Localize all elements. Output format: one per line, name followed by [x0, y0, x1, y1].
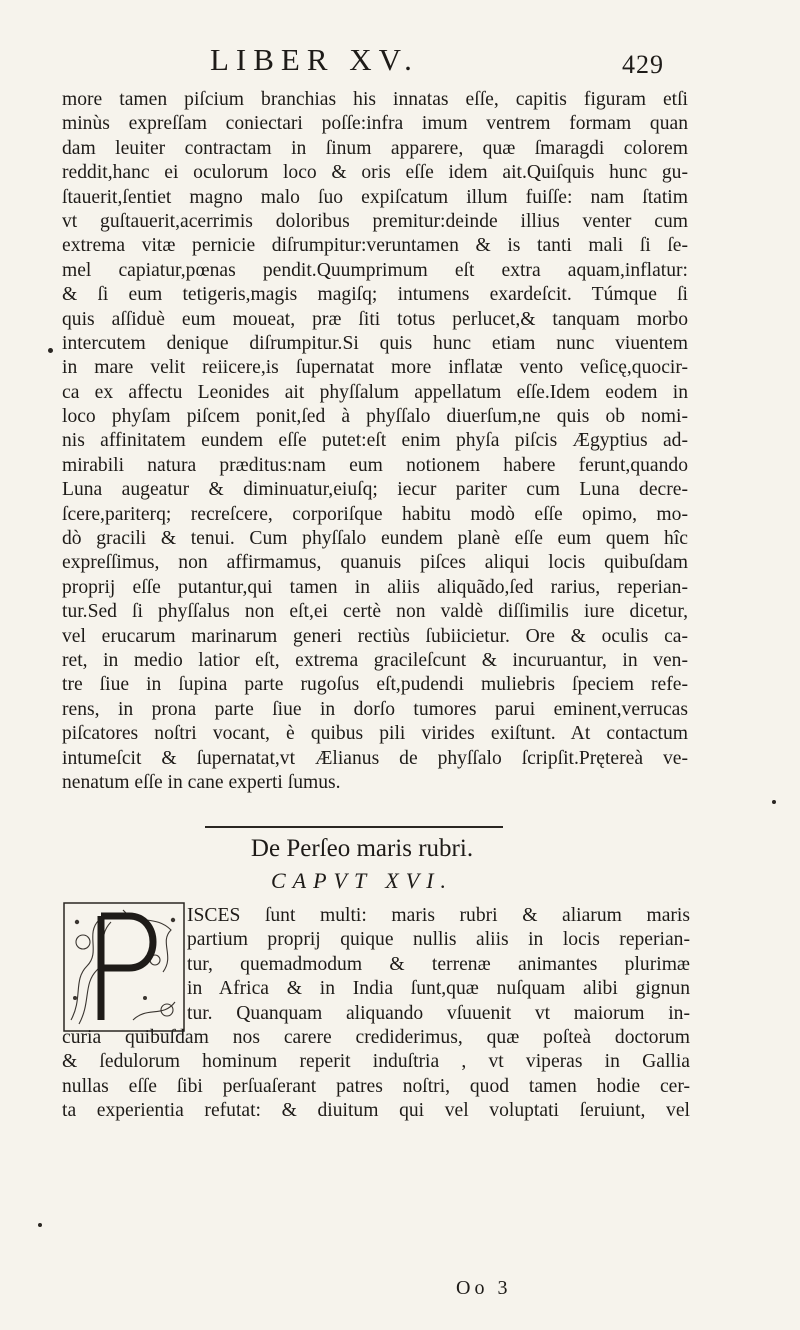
- text-line: rens, in prona parte ſiue in dorſo tumores parui eminent,verrucas: [62, 698, 688, 720]
- text-line: minùs expreſſam coniectari poſſe:infra imum ventrem formam quan: [62, 113, 688, 135]
- chapter-line: in Africa & in India ſunt,quæ nuſquam alibi gignun: [187, 978, 690, 1000]
- text-line: tur.Sed ſi phyſſalus non eſt,ei certè non valdè diſſimilis iure dicetur,: [62, 601, 688, 623]
- text-line: intercutem denique diſrumpitur.Si quis hunc etiam nunc viuentem: [62, 332, 688, 354]
- text-line: dam leuiter contractam in ſinum apparere, quæ ſmaragdi colorem: [62, 137, 688, 159]
- text-line: more tamen piſcium branchias his innatas eſſe, capitis figuram etſi: [62, 89, 688, 110]
- text-line: nenatum eſſe in cane experti ſumus.: [62, 771, 341, 793]
- chapter-line: nullas eſſe ſibi perſuaſerant patres noſtri, quod tamen hodie cer-: [62, 1075, 690, 1097]
- text-line: ret, in medio latior eſt, extrema gracileſcunt & incuruantur, in ven-: [62, 649, 688, 671]
- text-line: ſcere,pariterq; recreſcere, corporiſque habitu modò eſſe opimo, mo-: [62, 503, 688, 525]
- text-line: nis affinitatem eundem eſſe putet:eſt enim phyſa piſcis Ægyptius ad-: [62, 430, 688, 452]
- text-line: intumeſcit & ſupernatat,vt Ælianus de phyſſalo ſcripſit.Prętereà ve-: [62, 747, 688, 769]
- page-header: [0, 42, 800, 82]
- margin-mark: [48, 348, 53, 353]
- text-line: piſcatores noſtri vocant, è quibus pili virides exiſtunt. At contactum: [62, 723, 688, 745]
- text-line: vt guſtauerit,acerrimis doloribus premitur:deinde illius venter cum: [62, 210, 688, 232]
- page-number: 429: [622, 50, 664, 79]
- text-line: & ſi eum tetigeris,magis magiſq; intumens exardeſcit. Túmque ſi: [62, 284, 688, 306]
- chapter-line: ta experientia refutat: & diuitum qui vel voluptati ſeruiunt, vel: [62, 1100, 690, 1122]
- text-line: Luna augeatur & diminuatur,eiuſq; iecur pariter cum Luna decre-: [62, 479, 688, 501]
- running-head: LIBER XV.: [210, 42, 419, 77]
- chapter-text: [62, 904, 690, 1124]
- text-line: expreſſimus, non affirmamus, quanuis piſces aliqui locis quibuſdam: [62, 552, 688, 574]
- chapter-line: & ſedulorum hominum reperit induſtria , vt viperas in Gallia: [62, 1051, 690, 1073]
- text-line: in mare velit reiicere,is ſupernatat more inflatæ vento veſicę,quocir-: [62, 357, 688, 379]
- body-text: [62, 88, 688, 795]
- text-line: mel capiatur,pœnas pendit.Quumprimum eſt extra aquam,inflatur:: [62, 259, 688, 281]
- text-line: vel erucarum marinarum generi rectiùs ſubiicietur. Ore & oculis ca-: [62, 625, 688, 647]
- chapter-line: tur, quemadmodum & terrenæ animantes plurimæ: [187, 953, 690, 975]
- section-title: [0, 835, 800, 863]
- text-line: reddit,hanc ei oculorum loco & oris eſſe idem ait.Quiſquis hunc gu-: [62, 162, 688, 184]
- chapter-line: partium proprij quique nullis aliis in locis reperian-: [187, 929, 690, 951]
- chapter-heading: [0, 868, 800, 894]
- catchword-signature: Oo 3: [456, 1277, 512, 1299]
- chapter-line: tur. Quanquam aliquando vſuuenit vt maiorum in-: [187, 1002, 690, 1024]
- section-title-text: De Perſeo maris rubri.: [250, 835, 474, 862]
- chapter-heading-text: CAPVT XVI.: [270, 868, 454, 893]
- margin-mark: [772, 800, 776, 804]
- margin-mark: [38, 1223, 42, 1227]
- chapter-line: ISCES ſunt multi: maris rubri & aliarum maris: [187, 905, 690, 926]
- text-line: ca ex affectu Leonides ait phyſſalum appellatum eſſe.Idem eodem in: [62, 381, 688, 403]
- text-line: mirabili natura præditus:nam eum notionem habere ferunt,quando: [62, 454, 688, 476]
- text-line: ſtauerit,ſentiet magno malo ſuo expiſcatum illum fuiſſe: nam ſtatim: [62, 186, 688, 208]
- text-line: proprij eſſe putantur,qui tamen in aliis aliquãdo,ſed rarius, reperian-: [62, 576, 688, 598]
- text-line: loco phyſam piſcem ponit,ſed à phyſſalo diuerſum,ne quis ob nomi-: [62, 406, 688, 428]
- section-rule: [205, 826, 503, 828]
- text-line: dò gracili & tenui. Cum phyſſalo eundem planè eſſe eum quem hîc: [62, 528, 688, 550]
- text-line: tre ſiue in ſupina parte rugoſus eſt,pudendi muliebris ſpeciem refe-: [62, 674, 688, 696]
- text-line: quis aſſiduè eum moueat, præ ſiti totus perlucet,& tanquam morbo: [62, 308, 688, 330]
- text-line: extrema vitæ pernicie diſrumpitur:veruntamen & is tanti mali ſi ſe-: [62, 235, 688, 257]
- chapter-line: curia quibuſdam nos carere crediderimus, quæ poſteà doctorum: [62, 1026, 690, 1048]
